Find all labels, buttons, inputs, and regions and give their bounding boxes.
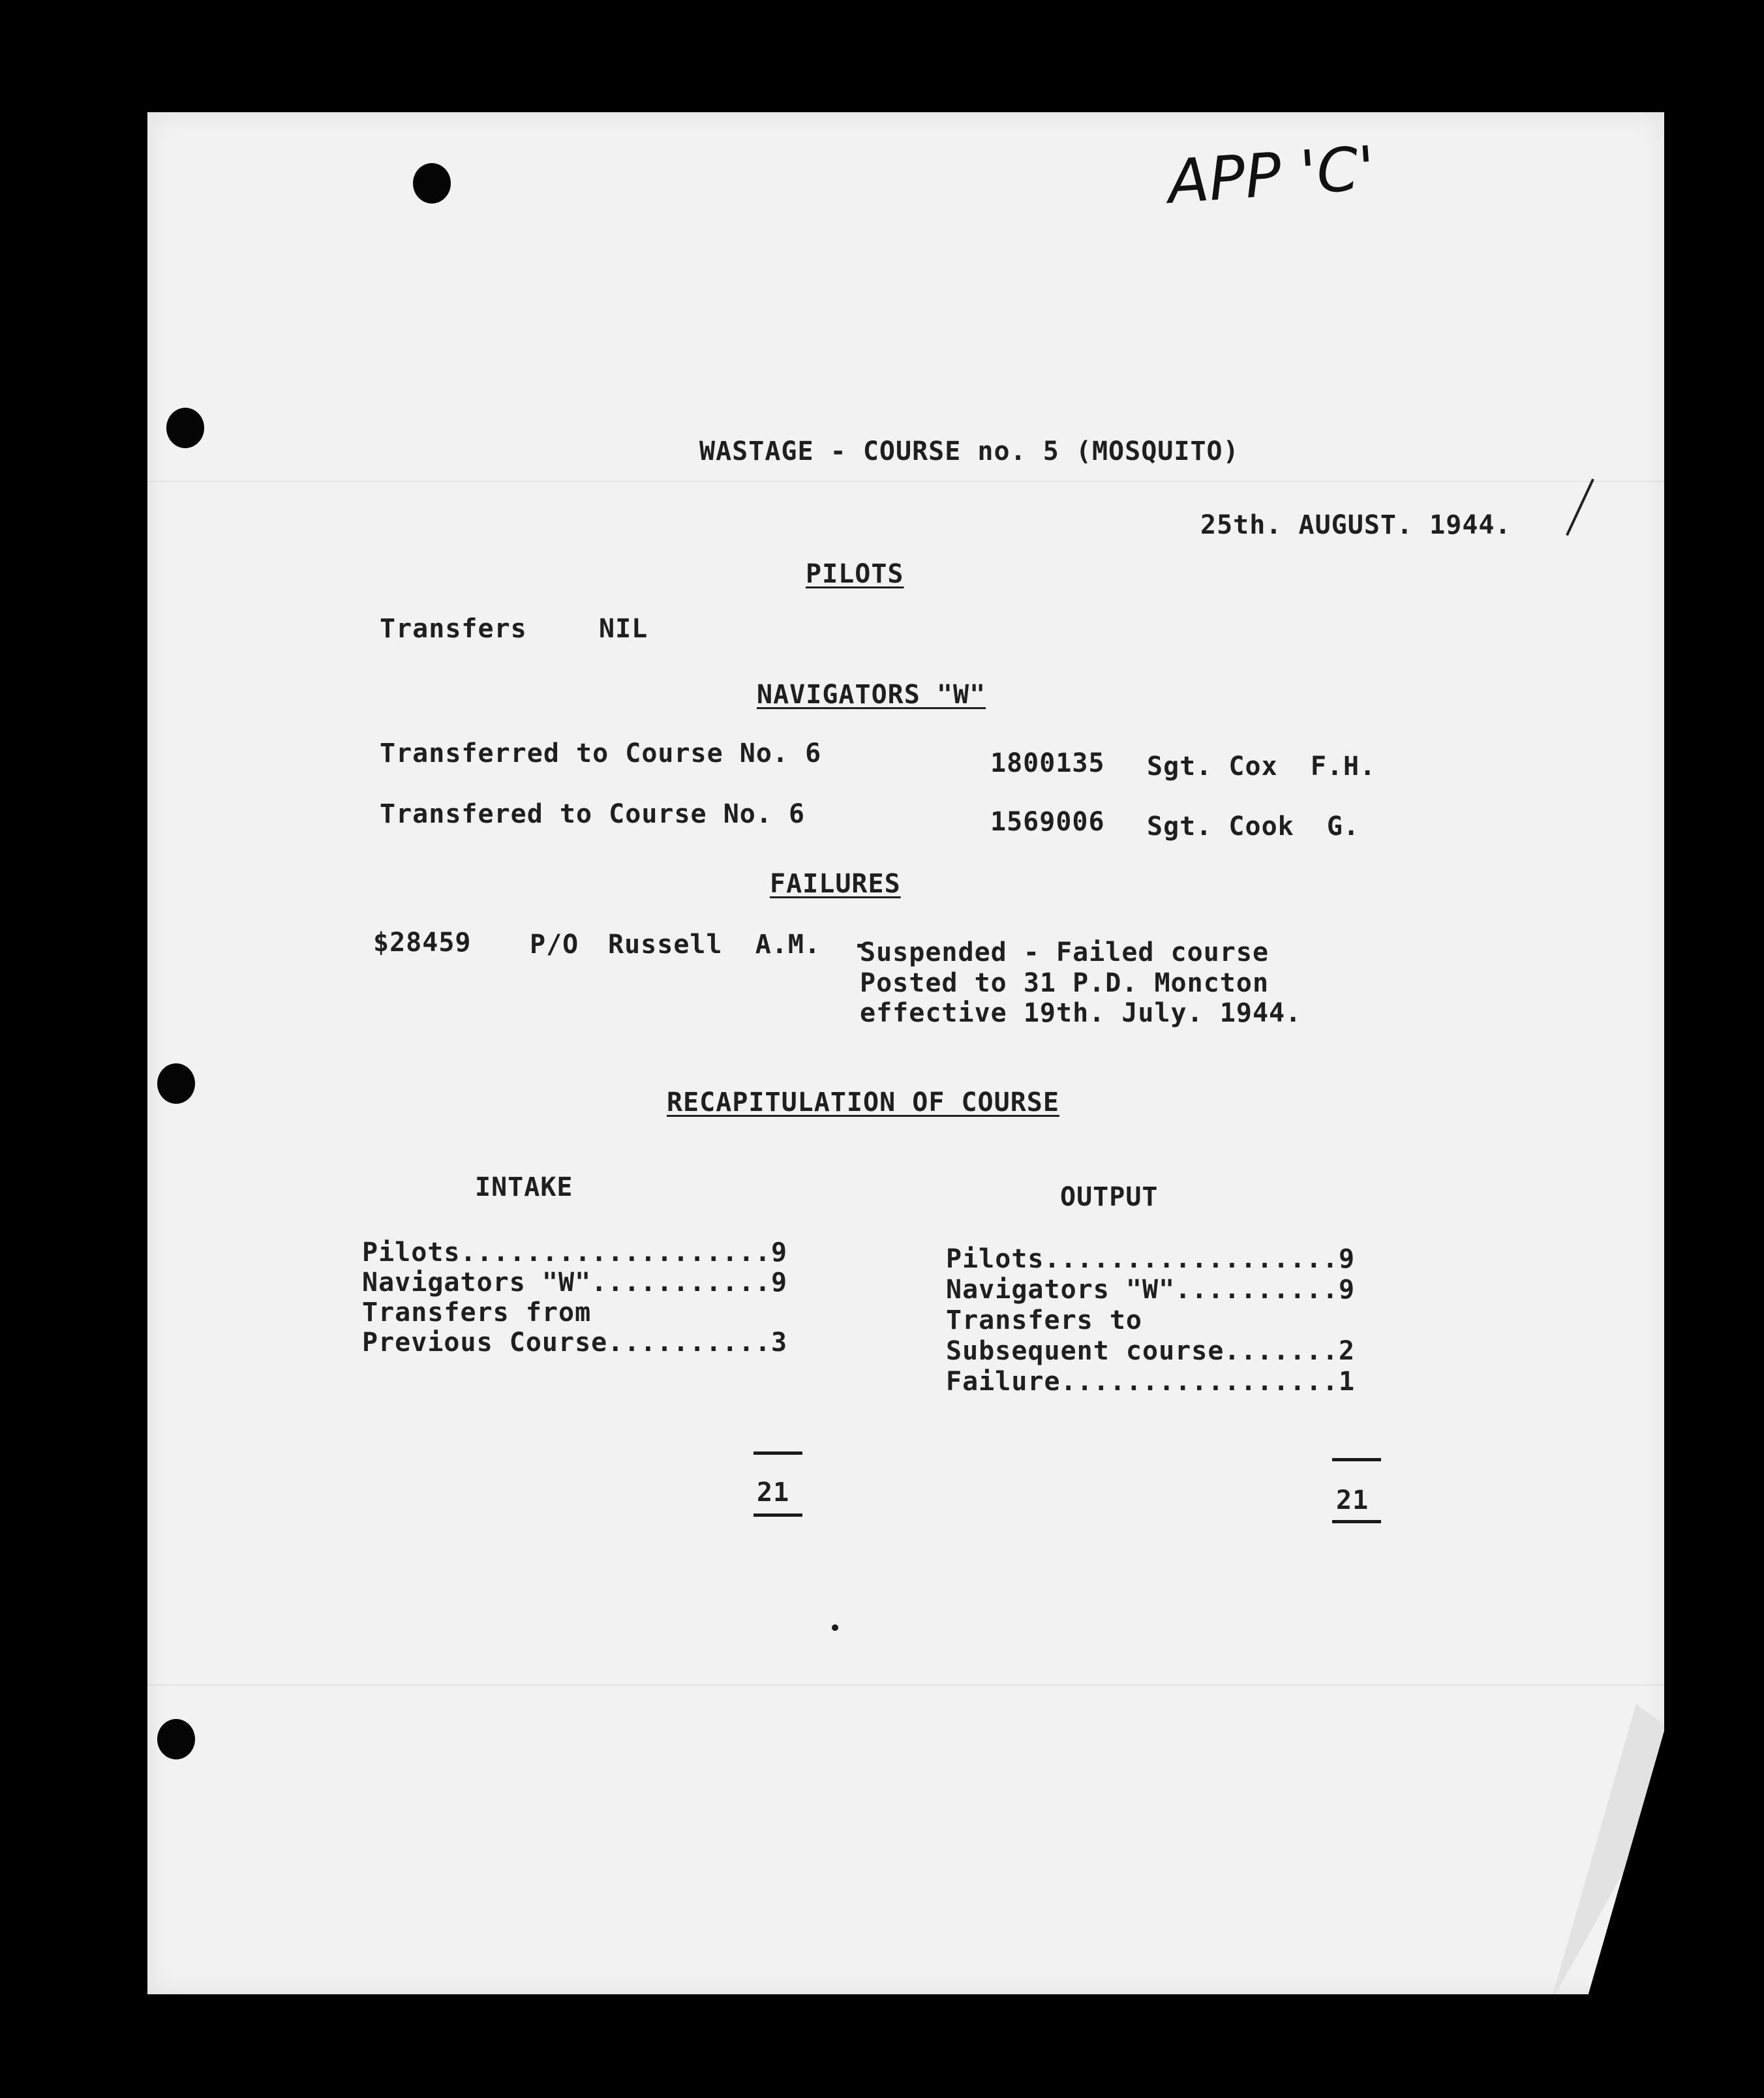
output-line: Navigators "W"..........9 bbox=[946, 1275, 1356, 1305]
failure-detail-line: effective 19th. July. 1944. bbox=[860, 998, 1302, 1028]
document-title: WASTAGE - COURSE no. 5 (MOSQUITO) bbox=[699, 436, 1239, 466]
ink-speck bbox=[832, 1624, 838, 1631]
output-line: Failure.................1 bbox=[946, 1367, 1356, 1397]
navigator-row-name: Sgt. Cox F.H. bbox=[1147, 752, 1376, 782]
punch-hole bbox=[157, 1719, 195, 1759]
failure-service-number: $28459 bbox=[373, 928, 472, 958]
fold-crease-bottom bbox=[147, 1684, 1664, 1686]
navigators-heading: NAVIGATORS "W" bbox=[757, 680, 986, 710]
fold-crease-top bbox=[147, 481, 1664, 482]
output-line: Subsequent course.......2 bbox=[946, 1336, 1356, 1366]
output-heading: OUTPUT bbox=[1060, 1182, 1159, 1212]
intake-line: Previous Course..........3 bbox=[362, 1328, 788, 1358]
folded-corner bbox=[1550, 1704, 1694, 2004]
navigator-row-desc: Transfered to Course No. 6 bbox=[380, 799, 806, 829]
document-date: 25th. AUGUST. 1944. bbox=[1200, 510, 1512, 540]
failures-heading: FAILURES bbox=[770, 869, 901, 899]
output-line: Pilots..................9 bbox=[946, 1244, 1356, 1274]
punch-hole bbox=[413, 163, 451, 204]
intake-line: Navigators "W"...........9 bbox=[362, 1268, 788, 1298]
intake-line: Transfers from bbox=[362, 1298, 592, 1328]
output-total: 21 bbox=[1336, 1485, 1369, 1515]
output-total-rule-top bbox=[1332, 1458, 1381, 1461]
document-page bbox=[147, 112, 1664, 1994]
navigator-row-desc: Transferred to Course No. 6 bbox=[380, 738, 822, 768]
punch-hole bbox=[157, 1063, 195, 1104]
failure-detail-line: Suspended - Failed course bbox=[860, 937, 1270, 967]
intake-total: 21 bbox=[757, 1478, 790, 1508]
output-line: Transfers to bbox=[946, 1305, 1142, 1335]
failure-name: Russell A.M. - bbox=[608, 930, 870, 960]
pilots-transfers-label: Transfers bbox=[380, 614, 527, 644]
output-total-rule-bottom bbox=[1332, 1520, 1381, 1523]
failure-detail-line: Posted to 31 P.D. Moncton bbox=[860, 968, 1270, 998]
navigator-row-number: 1569006 bbox=[990, 807, 1105, 837]
navigator-row-name: Sgt. Cook G. bbox=[1147, 812, 1360, 842]
pilots-heading: PILOTS bbox=[806, 559, 904, 589]
failure-rank: P/O bbox=[530, 930, 579, 960]
recapitulation-heading: RECAPITULATION OF COURSE bbox=[667, 1087, 1059, 1117]
intake-line: Pilots...................9 bbox=[362, 1238, 788, 1268]
pilots-transfers-value: NIL bbox=[599, 614, 648, 644]
punch-hole bbox=[166, 408, 204, 448]
intake-total-rule-bottom bbox=[753, 1513, 802, 1517]
navigator-row-number: 1800135 bbox=[990, 748, 1105, 778]
intake-heading: INTAKE bbox=[475, 1172, 573, 1202]
handwritten-appendix-stamp: APP 'C' bbox=[1165, 133, 1378, 217]
intake-total-rule-top bbox=[753, 1452, 802, 1455]
